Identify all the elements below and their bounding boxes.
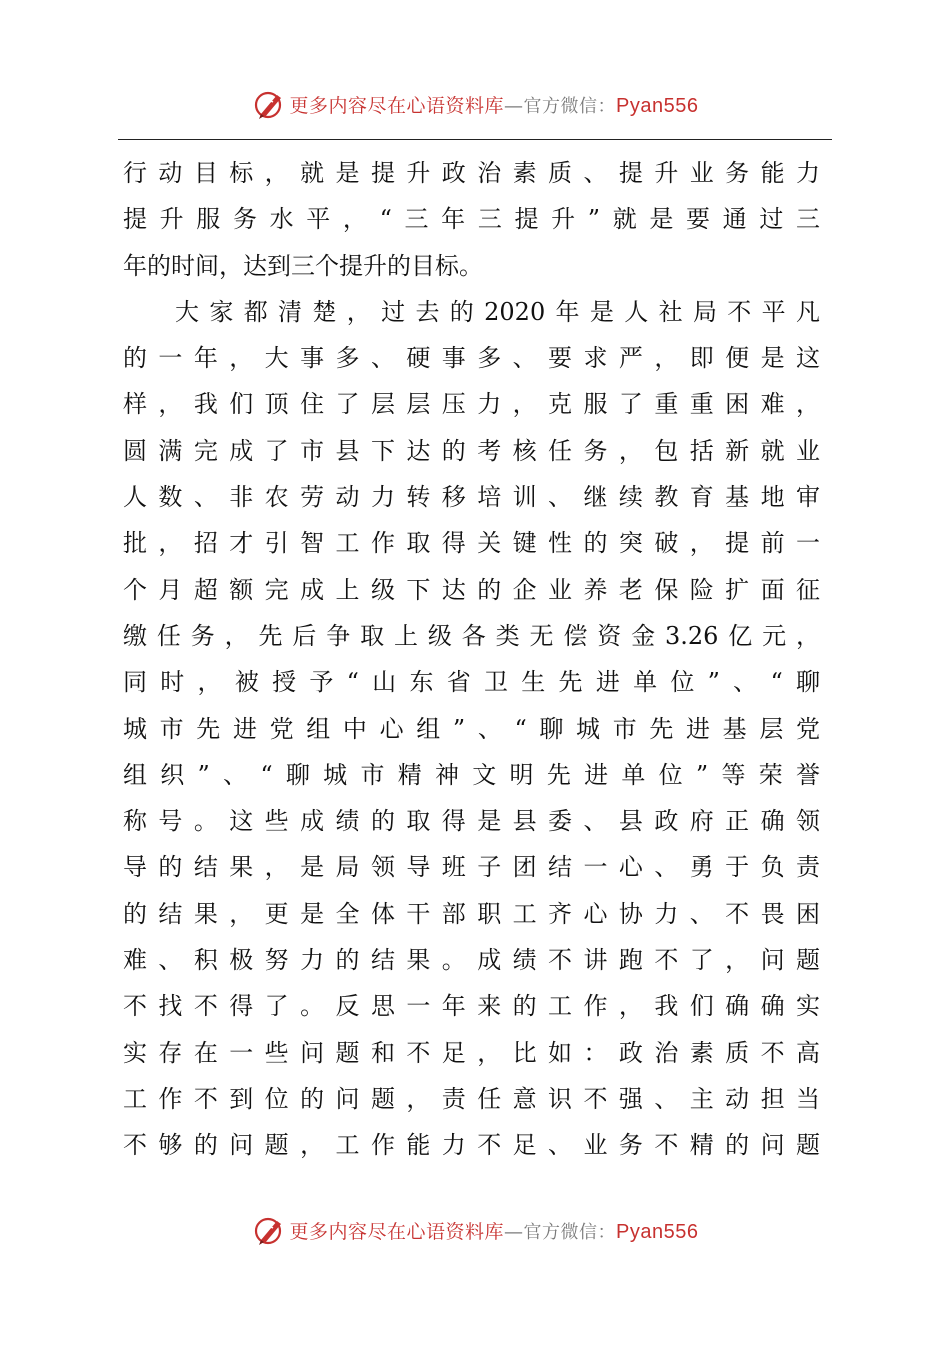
text-line: 难、积极努力的结果。成绩不讲跑不了，问题: [123, 946, 820, 975]
header-wechat-id: Pyan556: [616, 94, 699, 117]
text-line: 缴任务，先后争取上级各类无偿资金3.26亿元，: [123, 621, 820, 650]
text-line: 个月超额完成上级下达的企业养老保险扩面征: [123, 575, 820, 604]
header-separator: —: [504, 94, 524, 117]
footer-wechat-id: Pyan556: [616, 1220, 699, 1243]
text-line: 工作不到位的问题，责任意识不强、主动担当: [123, 1084, 820, 1113]
header-banner: [0, 84, 950, 124]
text-line: 城市先进党组中心组”、“聊城市先进基层党: [123, 714, 820, 743]
header-brand: 更多内容尽在心语资料库: [289, 94, 505, 117]
text-line: 组织”、“聊城市精神文明先进单位”等荣誉: [123, 760, 820, 789]
header-brand-text: [290, 91, 699, 118]
text-line: 提升服务水平，“三年三提升”就是要通过三: [123, 205, 820, 234]
text-line: 人数、非农劳动力转移培训、继续教育基地审: [123, 483, 820, 512]
text-line: 不够的问题，工作能力不足、业务不精的问题: [123, 1131, 820, 1160]
text-line: 圆满完成了市县下达的考核任务，包括新就业: [123, 436, 820, 465]
text-line: 实存在一些问题和不足，比如：政治素质不高: [123, 1038, 820, 1067]
footer-banner: [0, 1210, 950, 1250]
text-line: 行动目标，就是提升政治素质、提升业务能力: [123, 159, 820, 187]
footer-wechat-label: 官方微信：: [523, 1221, 617, 1243]
text-line: 不找不得了。反思一年来的工作，我们确确实: [123, 992, 820, 1021]
text-line: 年的时间，达到三个提升的目标。: [123, 251, 483, 280]
text-line: 样，我们顶住了层层压力，克服了重重困难，: [123, 390, 820, 419]
text-line: 的结果，更是全体干部职工齐心协力、不畏困: [123, 899, 820, 928]
header-wechat-label: 官方微信：: [523, 95, 617, 117]
text-line: 导的结果，是局领导班子团结一心、勇于负责: [123, 853, 820, 882]
footer-brand-text: [290, 1217, 699, 1244]
document-body: [123, 150, 820, 1169]
paragraph-first-line: 大家都清楚，过去的2020年是人社局不平凡: [175, 297, 820, 326]
text-line: 同时，被授予“山东省卫生先进单位”、“聊: [123, 668, 820, 697]
text-line: 批，招才引智工作取得关键性的突破，提前一: [123, 529, 820, 558]
text-line: 称号。这些成绩的取得是县委、县政府正确领: [123, 807, 820, 836]
footer-brand: 更多内容尽在心语资料库: [289, 1220, 505, 1243]
pen-logo-icon: [252, 87, 286, 121]
footer-separator: —: [504, 1220, 524, 1243]
header-divider: [118, 139, 832, 140]
pen-logo-icon: [252, 1213, 286, 1247]
text-line: 的一年，大事多、硬事多、要求严，即便是这: [123, 344, 820, 373]
